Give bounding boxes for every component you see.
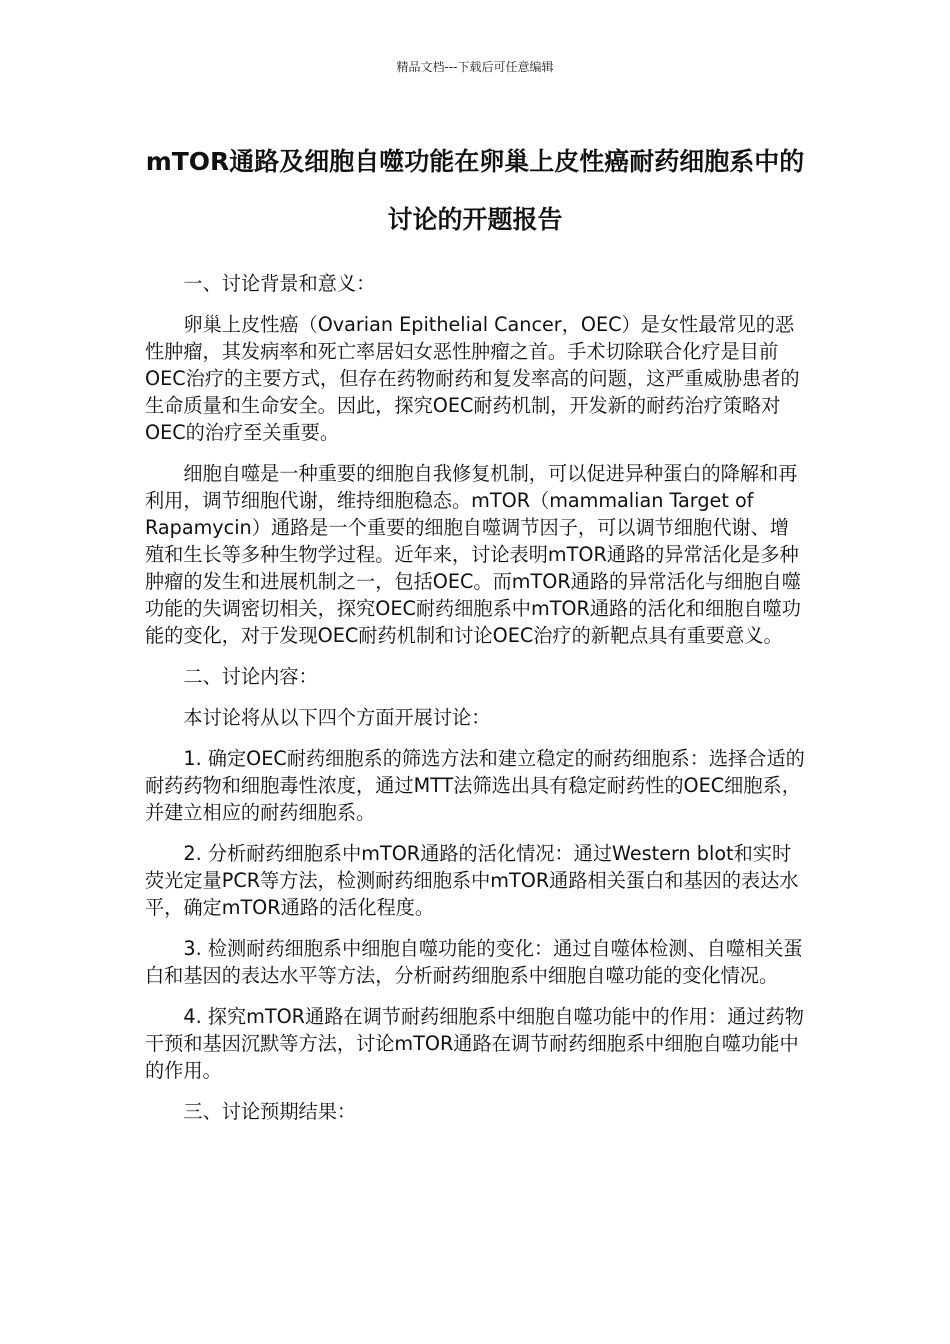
document-body [145,270,807,1139]
section-2-item-4: 4. 探究mTOR通路在调节耐药细胞系中细胞自噬功能中的作用：通过药物干预和基因沉默等方法，讨论mTOR通路在调节耐药细胞系中细胞自噬功能中的作用。 [145,1005,804,1082]
section-1-paragraph-1: 卵巢上皮性癌（Ovarian Epithelial Cancer，OEC）是女性最常见的恶性肿瘤，其发病率和死亡率居妇女恶性肿瘤之首。手术切除联合化疗是目前OEC治疗的主要方式，但存在药物耐药和复发率高的问题，这严重威胁患者的生命质量和生命安全。因此，探究OEC耐药机制，开发新的耐药治疗策略对OEC的治疗至关重要。 [145,313,800,444]
section-2-item-3: 3. 检测耐药细胞系中细胞自噬功能的变化：通过自噬体检测、自噬相关蛋白和基因的表达水平等方法，分析耐药细胞系中细胞自噬功能的变化情况。 [145,937,803,987]
section-2-intro: 本讨论将从以下四个方面开展讨论： [183,706,491,729]
section-3-heading: 三、讨论预期结果： [183,1100,357,1123]
section-2-heading: 二、讨论内容： [183,665,318,688]
section-2-item-1: 1. 确定OEC耐药细胞系的筛选方法和建立稳定的耐药细胞系：选择合适的耐药药物和细胞毒性浓度，通过MTT法筛选出具有稳定耐药性的OEC细胞系，并建立相应的耐药细胞系。 [145,747,805,824]
section-2-item-2: 2. 分析耐药细胞系中mTOR通路的活化情况：通过Western blot和实时荧光定量PCR等方法，检测耐药细胞系中mTOR通路相关蛋白和基因的表达水平，确定mTOR通路的活化程度。 [145,842,799,919]
section-1-paragraph-2: 细胞自噬是一种重要的细胞自我修复机制，可以促进异种蛋白的降解和再利用，调节细胞代谢，维持细胞稳态。mTOR（mammalian Target of Rapamycin）通路是一个重要的细胞自噬调节因子，可以调节细胞代谢、增殖和生长等多种生物学过程。近年来，讨论表明mTOR通路的异常活化是多种肿瘤的发生和进展机制之一，包括OEC。而mTOR通路的异常活化与细胞自噬功能的失调密切相关，探究OEC耐药细胞系中mTOR通路的活化和细胞自噬功能的变化，对于发现OEC耐药机制和讨论OEC治疗的新靶点具有重要意义。 [145,462,801,647]
document-title: mTOR通路及细胞自噬功能在卵巢上皮性癌耐药细胞系中的讨论的开题报告 [145,147,805,234]
section-1-heading: 一、讨论背景和意义： [183,272,376,295]
header-note: 精品文档---下载后可任意编辑 [396,60,554,74]
